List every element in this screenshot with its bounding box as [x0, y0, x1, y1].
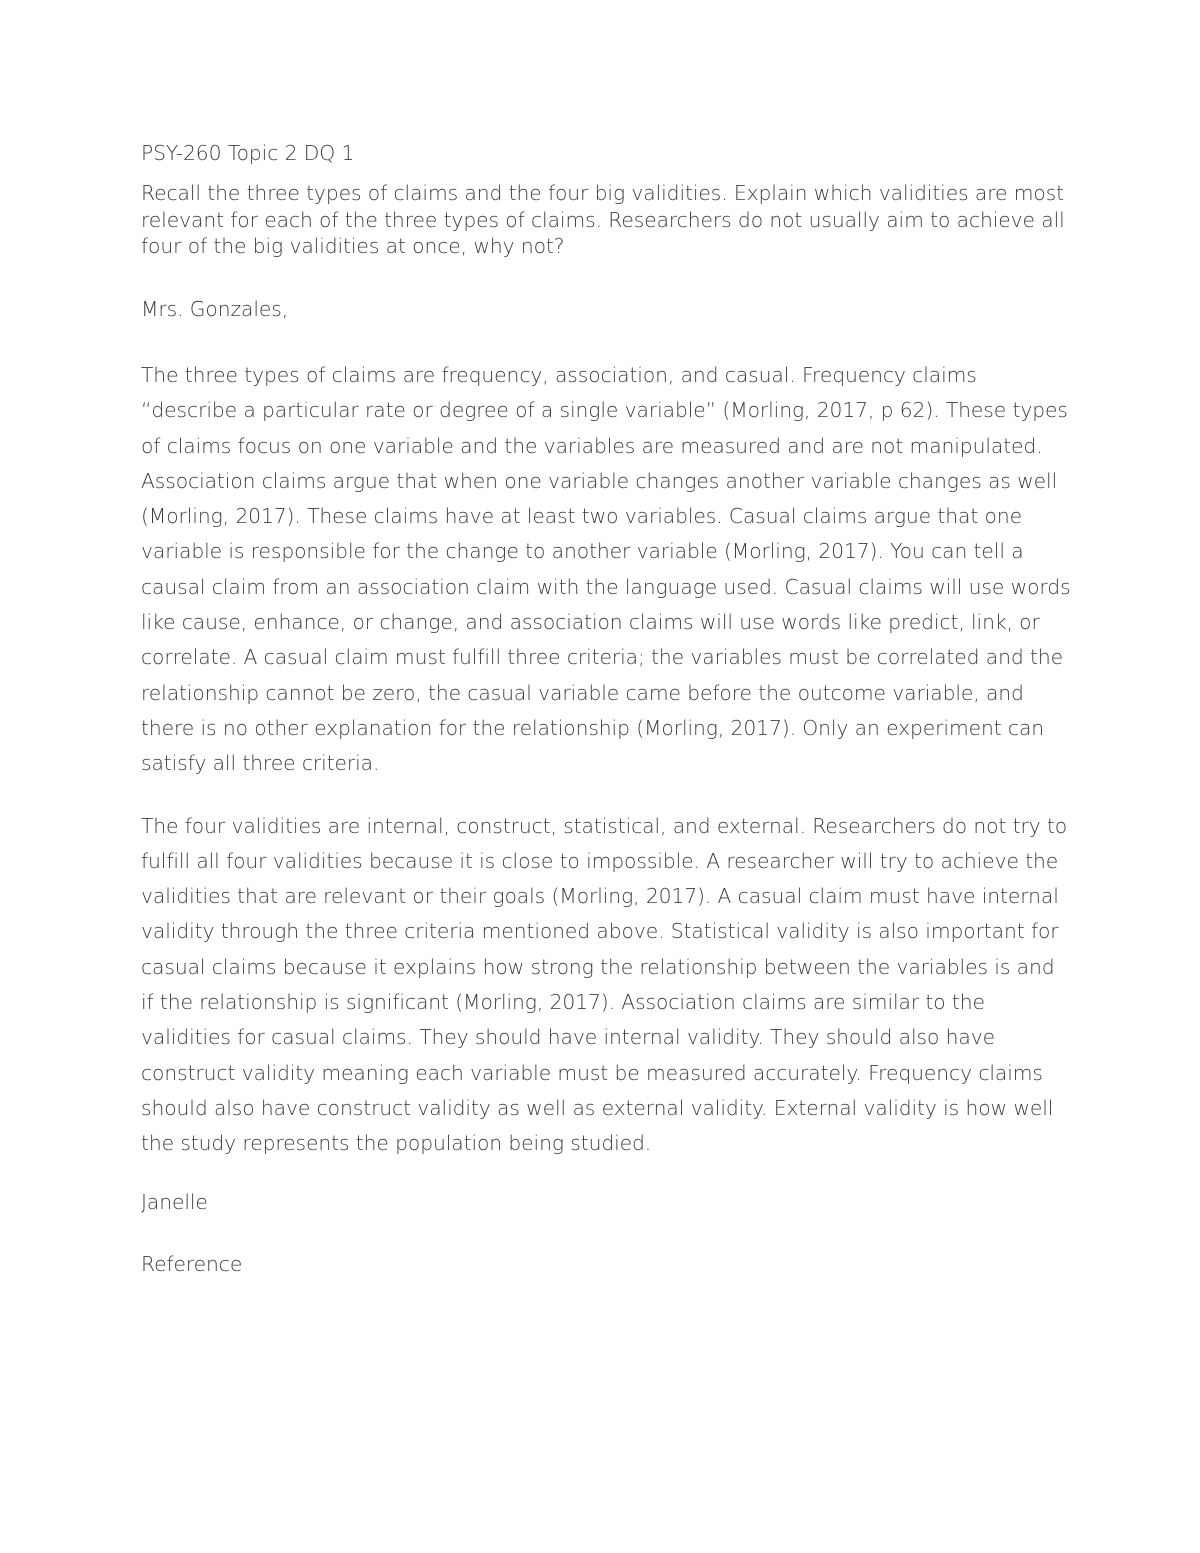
document-title: PSY-260 Topic 2 DQ 1 [141, 141, 355, 165]
salutation: Mrs. Gonzales, [141, 296, 289, 321]
body-paragraph-validities: The four validities are internal, construct, statistical, and external. Researchers do not try to fulfill all four validities because it is close to impossible. A researcher will try to achieve the validities that are relevant or their goals (Morling, 2017). A casual claim must have internal validity through the three criteria mentioned above. Statistical validity is also important for casual claims because it explains how strong the relationship between the variables is and if the relationship is significant (Morling, 2017). Association claims are similar to the validities for casual claims. They should have internal validity. They should also have construct validity meaning each variable must be measured accurately. Frequency claims should also have construct validity as well as external validity. External validity is how well the study represents the population being studied. [141, 813, 1068, 1156]
discussion-prompt: Recall the three types of claims and the four big validities. Explain which validities are most relevant for each of the three types of claims. Researchers do not usually aim to achieve all four of the big validities at once, why not? [141, 181, 1065, 258]
reference-heading: Reference [141, 1252, 243, 1277]
body-paragraph-claims: The three types of claims are frequency, association, and casual. Frequency claims “describe a particular rate or degree of a single variable” (Morling, 2017, p 62). These types of claims focus on one variable and the variables are measured and are not manipulated. Association claims argue that when one variable changes another variable changes as well (Morling, 2017). These claims have at least two variables. Casual claims argue that one variable is responsible for the change to another variable (Morling, 2017). You can tell a causal claim from an association claim with the language used. Casual claims will use words like cause, enhance, or change, and association claims will use words like predict, link, or correlate. A casual claim must fulfill three criteria; the variables must be correlated and the relationship cannot be zero, the casual variable came before the outcome variable, and there is no other explanation for the relationship (Morling, 2017). Only an experiment can satisfy all three criteria. [141, 363, 1071, 776]
signature: Janelle [141, 1189, 208, 1214]
document-body [141, 136, 1071, 1278]
